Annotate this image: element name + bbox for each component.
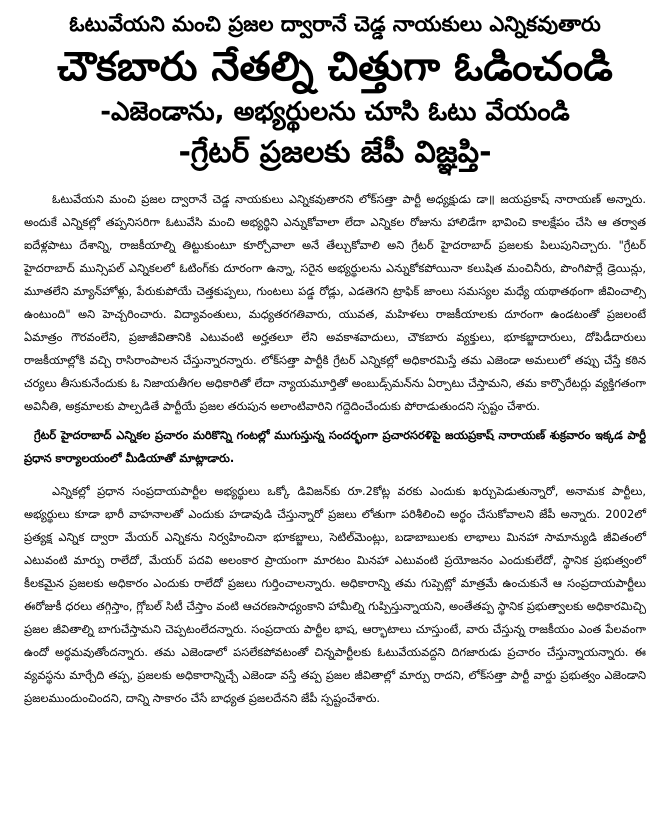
- article-paragraph: ఎన్నికల్లో ప్రధాన సంప్రదాయపార్టీల అభ్యర్థులు ఒక్కో డివిజన్‌కు రూ.2కోట్ల వరకు ఎందుకు ఖర్చుపెడుతున్నారో, అనామక పార్టీలు, అభ్యర్థులు కూడా భారీ వాహనాలతో ఎందుకు హడావుడి చేస్తున్నారో ప్రజలు లోతుగా పరిశీలించి అర్థం చేసుకోవాలని జేపీ అన్నారు. 2002లో ప్రత్యక్ష ఎన్నిక ద్వారా మేయర్ ఎన్నికను నిర్వహించినా భూకబ్జాలు, సెటిల్‌మెంట్లు, బడాబాబులకు లాభాలు మినహా సామాన్యుడి జీవితంలో ఎటువంటి మార్పు రాలేదో, మేయర్ పదవి అలంకార ప్రాయంగా మారటం మినహా ఎటువంటి ప్రయోజనం ఎందుకులేదో, స్థానిక ప్రభుత్వంలో కీలకమైన ప్రజలకు అధికారం ఎందుకు రాలేదో ప్రజలు గుర్తించాలన్నారు. అధికారాన్ని తమ గుప్పెట్లో మాత్రమే ఉంచుకునే ఆ సంప్రదాయపార్టీలు ఈరోజుకీ ధరలు తగ్గిస్తాం, గ్లోబల్ సిటీ చేస్తాం వంటి ఆచరణసాధ్యంకాని హామీల్ని గుప్పిస్తున్నాయని, అంతేతప్ప స్థానిక ప్రభుత్వాలకు అధికారమిచ్చి ప్రజల జీవితాల్ని బాగుచేస్తామని చెప్పటంలేదన్నారు. సంప్రదాయ పార్టీల భాష, ఆర్భాటాలు చూస్తుంటే, వారు చేస్తున్న రాజకీయం ఎంత పేలవంగా ఉందో అర్థమవుతోందన్నారు. తమ ఎజెండాలో పసలేకపోవటంతో చిన్నపార్టీలకు ఓటువేయవద్దని దిగజారుడు ప్రచారం చేస్తున్నాయన్నారు. ఈ వ్యవస్థను మార్చేది తప్ప, ప్రజలకు అధికారాన్నిచ్చే ఎజెండా వస్తే తప్ప ప్రజల జీవితాల్లో మార్పు రాదని, లోక్‌సత్తా పార్టీ వార్డు ప్రభుత్వం ఎజెండాని ప్రజలముందుంచిందని, దాన్ని సాకారం చేసే బాధ్యత ప్రజలదేనని జేపీ స్పష్టంచేశారు.: [24, 484, 646, 705]
- article-header: [10, 8, 660, 174]
- kicker-headline: ఓటువేయని మంచి ప్రజల ద్వారానే చెడ్డ నాయకులు ఎన్నికవుతారు: [69, 12, 601, 36]
- article-paragraph: ఓటువేయని మంచి ప్రజల ద్వారానే చెడ్డ నాయకులు ఎన్నికవుతారని లోక్‌సత్తా పార్టీ అధ్యక్షుడు డా॥ జయప్రకాష్ నారాయణ్ అన్నారు. అందుకే ఎన్నికల్లో తప్పనిసరిగా ఓటువేసి మంచి అభ్యర్థిని ఎన్నుకోవాలా లేదా ఎన్నికల రోజును హాలిడేగా భావించి కాలక్షేపం చేసి ఆ తర్వాత ఐదేళ్లపాటు దేశాన్ని, రాజకీయాల్ని తిట్టుకుంటూ కూర్చోవాలా అనే తేల్చుకోవాలి అని గ్రేటర్ హైదరాబాద్ ప్రజలకు పిలుపునిచ్చారు. "గ్రేటర్ హైదరాబాద్ మున్సిపల్ ఎన్నికలలో ఓటింగ్‌కు దూరంగా ఉన్నా, సరైన అభ్యర్థులను ఎన్నుకోకపోయినా కలుషిత మంచినీరు, పొంగిపొర్లే డ్రెయిన్లు, మూతలేని మ్యాన్‌హోళ్లు, పేరుకుపోయే చెత్తకుప్పలు, గుంటలు పడ్డ రోడ్లు, ఎడతెగని ట్రాఫిక్ జాంలు సమస్యల మధ్యే యథాతథంగా జీవించాల్సి ఉంటుంది" అని హెచ్చరించారు. విద్యావంతులు, మధ్యతరగతివారు, యువత, మహిళలు రాజకీయాలకు దూరంగా ఉండటంతో ప్రజలంటే ఏమాత్రం గౌరవంలేని, ప్రజాజీవితానికి ఎటువంటి అర్హతలూ లేని అవకాశవాదులు, చౌకబారు వ్యక్తులు, భూకబ్జాదారులు, దోపిడీదారులు రాజకీయాల్లోకి వచ్చి రాసిరాంపాలన చేస్తున్నారన్నారు. లోక్‌సత్తా పార్టీకి గ్రేటర్ ఎన్నికల్లో అధికారమిస్తే తమ ఎజెండా అమలులో తప్పు చేస్తే కఠిన చర్యలు తీసుకునేందుకు ఓ నిజాయతీగల అధికారితో లేదా న్యాయమూర్తితో అంబుడ్స్‌మన్‌ను ఏర్పాటు చేస్తామని, తమ కార్పొరేటర్లు వ్యక్తిగతంగా అవినీతి, అక్రమాలకు పాల్పడితే పార్టీయే ప్రజల తరుపున అలాంటివారిని గద్దెదించేందుకు పోరాడుతుందని స్పష్టం చేశారు.: [24, 192, 646, 413]
- article-body: [24, 188, 646, 710]
- main-headline: చౌకబారు నేతల్ని చిత్తుగా ఓడించండి: [57, 44, 613, 90]
- sub-headline: -ఎజెండాను, అభ్యర్థులను చూసి ఓటు వేయండి: [100, 97, 570, 127]
- appeal-headline: -గ్రేటర్ ప్రజలకు జేపీ విజ్ఞప్తి-: [178, 135, 492, 170]
- article-paragraph-highlight: గ్రేటర్ హైదరాబాద్ ఎన్నికల ప్రచారం మరికొన్ని గంటల్లో ముగుస్తున్న సందర్భంగా ప్రచారసరళిపై జయప్రకాష్ నారాయణ్ శుక్రవారం ఇక్కడ పార్టీ ప్రధాన కార్యాలయంలో మీడియాతో మాట్లాడారు.: [24, 428, 646, 465]
